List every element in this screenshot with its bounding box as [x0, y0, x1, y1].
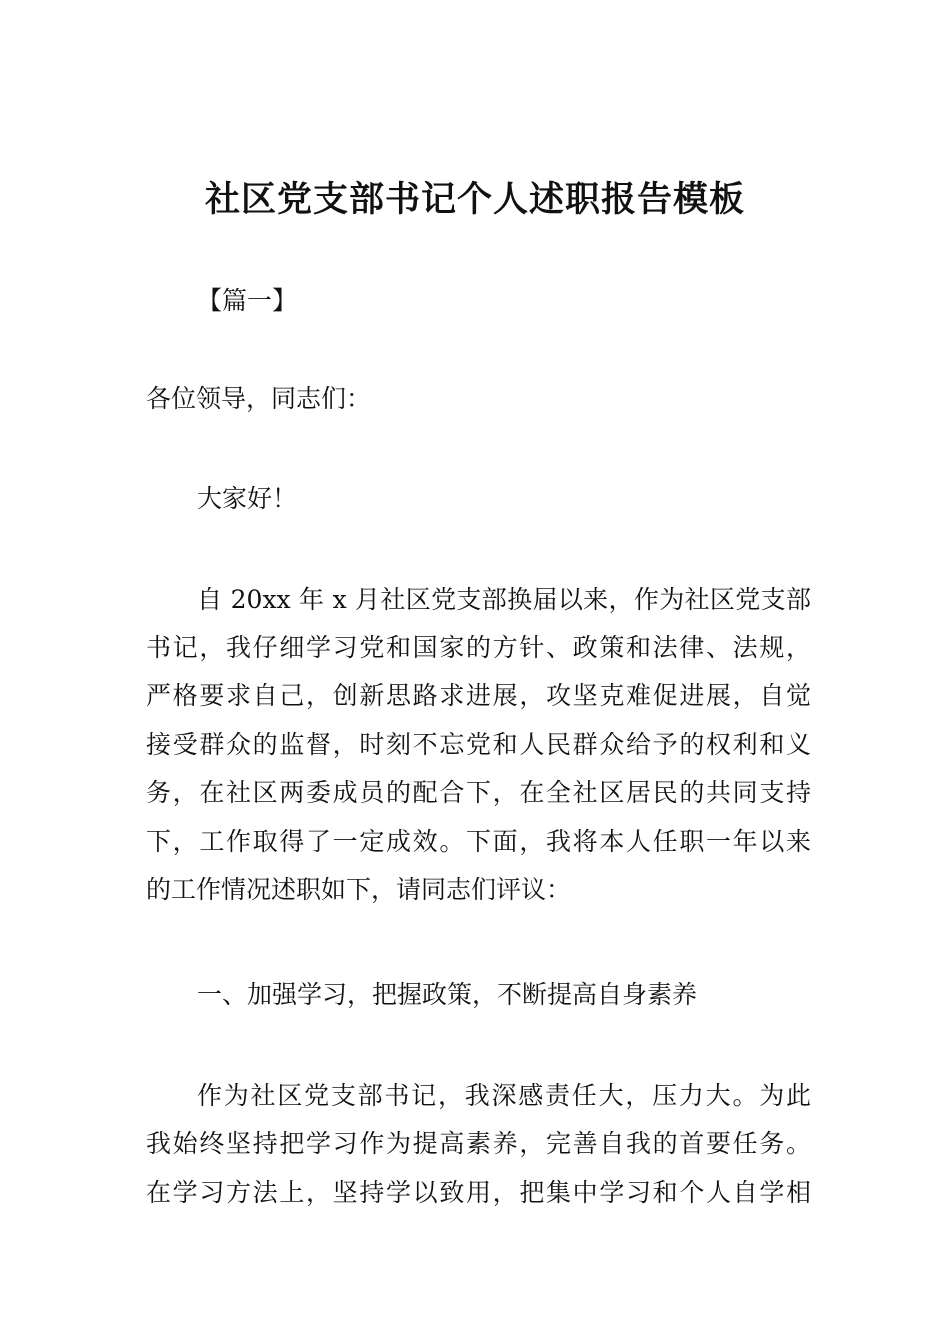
section-heading: 一、加强学习，把握政策，不断提高自身素养: [197, 980, 698, 1009]
document-title: 社区党支部书记个人述职报告模板: [204, 180, 745, 220]
paragraph-line: 接受群众的监督，时刻不忘党和人民群众给予的权利和义: [146, 730, 811, 759]
paragraph-line: 书记，我仔细学习党和国家的方针、政策和法律、法规，: [146, 633, 811, 662]
paragraph-line: 作为社区党支部书记，我深感责任大，压力大。为此: [197, 1081, 811, 1110]
section-label: 【篇一】: [197, 286, 298, 315]
paragraph-line: 务，在社区两委成员的配合下，在全社区居民的共同支持: [146, 778, 811, 807]
paragraph-line: 的工作情况述职如下，请同志们评议：: [146, 875, 572, 904]
paragraph-line: 我始终坚持把学习作为提高素养，完善自我的首要任务。: [146, 1129, 811, 1158]
paragraph-line: 自 20xx 年 x 月社区党支部换届以来，作为社区党支部: [197, 585, 811, 614]
paragraph-line: 下，工作取得了一定成效。下面，我将本人任职一年以来: [146, 827, 811, 856]
paragraph-line: 严格要求自己，创新思路求进展，攻坚克难促进展，自觉: [146, 681, 811, 710]
greeting: 大家好！: [197, 484, 298, 513]
paragraph-line: 在学习方法上，坚持学以致用，把集中学习和个人自学相: [146, 1178, 811, 1207]
salutation: 各位领导，同志们：: [146, 384, 372, 413]
